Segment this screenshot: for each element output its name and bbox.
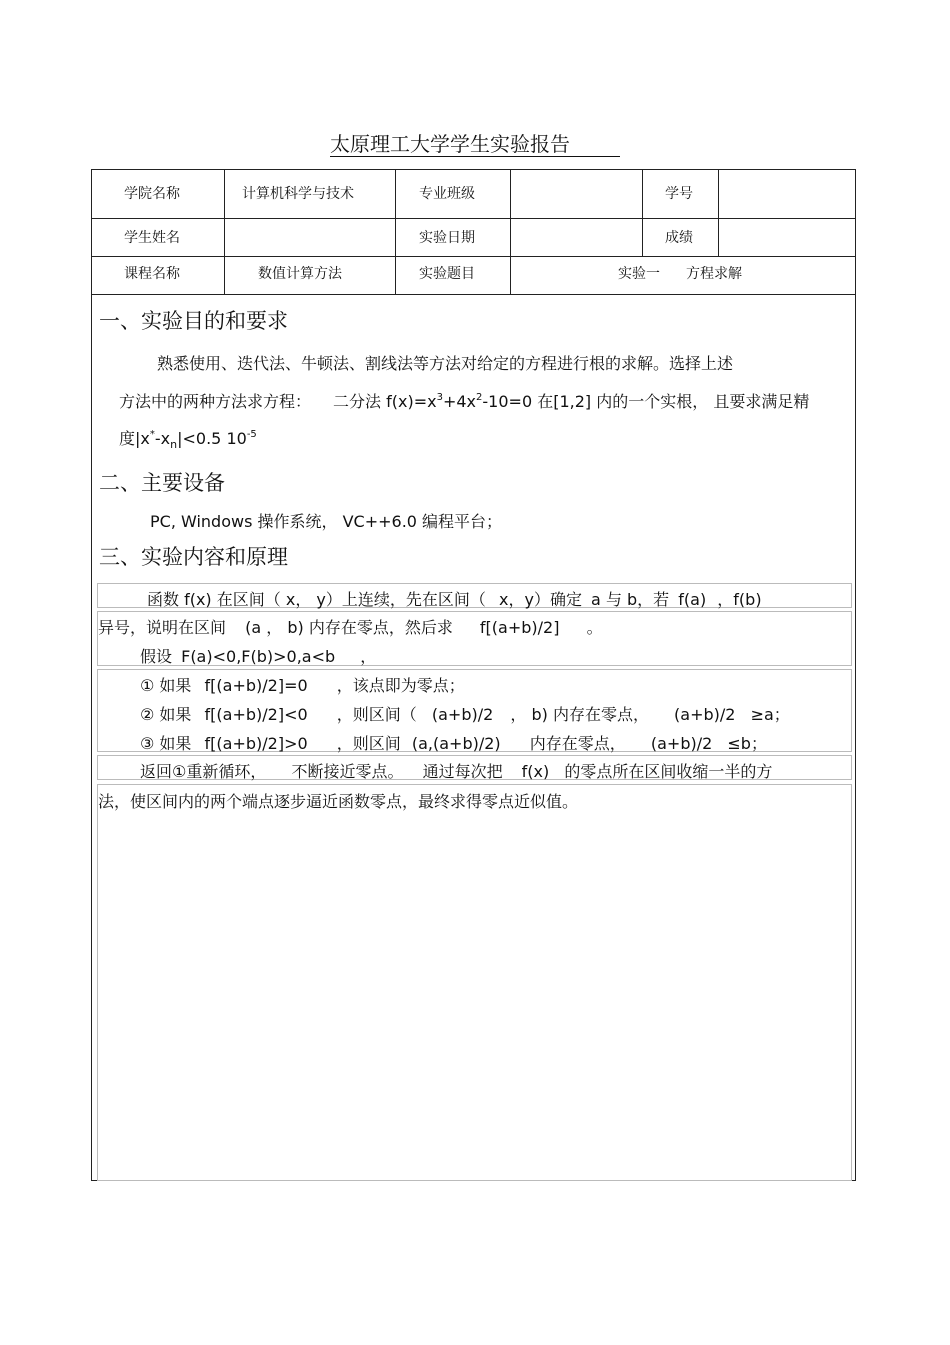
table-col-divider	[642, 170, 643, 256]
principle-text: F(a)<0,F(b)>0,a<b	[181, 647, 336, 666]
purpose-precision-text: 且要求满足精	[713, 392, 810, 411]
table-col-divider	[718, 170, 719, 256]
section-heading-purpose: 一、实验目的和要求	[99, 309, 288, 333]
equation-part: -10=0 在[1,2] 内的一个实根，	[482, 392, 709, 411]
precision-star: *	[149, 429, 155, 440]
date-label: 实验日期	[419, 230, 475, 246]
case-1	[140, 673, 465, 696]
case-text: ≥a；	[750, 705, 790, 724]
content-box	[97, 784, 852, 1181]
table-col-divider	[510, 170, 511, 294]
case-text: f[(a+b)/2]=0	[204, 676, 308, 695]
case-text: 内存在零点，	[529, 734, 626, 753]
case-text: ≤b；	[727, 734, 767, 753]
topic-label: 实验题目	[419, 266, 475, 282]
equation-part: +4x	[442, 392, 477, 411]
case-text: ③ 如果	[140, 734, 192, 753]
principle-row-1	[147, 587, 762, 610]
topic-value-number: 实验一	[618, 266, 660, 282]
id-label: 学号	[665, 186, 693, 202]
section-heading-equipment: 二、主要设备	[99, 471, 225, 495]
principle-text: a 与 b，若	[591, 590, 670, 609]
principle-text: 的零点所在区间收缩一半的方	[564, 762, 773, 781]
table-col-divider	[395, 170, 396, 294]
principle-text: ，f(b)	[717, 590, 762, 609]
principle-text: (a ， b) 内存在零点，然后求	[245, 618, 453, 637]
principle-row-4	[140, 759, 772, 782]
case-text: ， b) 内存在零点，	[510, 705, 649, 724]
principle-text: 在区间（ x， y）上连续，先在区间（	[216, 590, 486, 609]
precision-part: |<0.5	[177, 429, 222, 448]
principle-row-5: 法，使区间内的两个端点逐步逼近函数零点，最终求得零点近似值。	[98, 792, 579, 811]
course-value: 数值计算方法	[258, 266, 342, 282]
principle-text: 返回①重新循环，	[140, 762, 267, 781]
case-text: ，则区间	[336, 734, 401, 753]
purpose-line-2	[119, 389, 809, 412]
principle-text: f[(a+b)/2]	[479, 618, 560, 637]
principle-text: 异号，说明在区间	[98, 618, 227, 637]
case-3	[140, 731, 767, 754]
case-text: (a+b)/2	[431, 705, 494, 724]
precision-part: 10	[226, 429, 247, 448]
case-text: (a+b)/2	[650, 734, 713, 753]
case-text: ，则区间（	[336, 705, 417, 724]
table-row-divider	[92, 256, 855, 257]
case-text: ② 如果	[140, 705, 192, 724]
case-text: (a,(a+b)/2)	[411, 734, 501, 753]
principle-text: f(x)	[521, 762, 550, 781]
purpose-line-1: 熟悉使用、迭代法、牛顿法、割线法等方法对给定的方程进行根的求解。选择上述	[157, 354, 734, 373]
section-heading-principle: 三、实验内容和原理	[99, 545, 288, 569]
course-label: 课程名称	[124, 266, 180, 282]
topic-value-name: 方程求解	[686, 266, 742, 282]
principle-text: f(a)	[678, 590, 707, 609]
principle-row-2	[98, 615, 603, 638]
principle-text: 函数 f(x)	[147, 590, 212, 609]
table-row-divider	[92, 294, 855, 295]
principle-text: ，	[360, 647, 377, 666]
principle-text: 通过每次把	[422, 762, 503, 781]
equation-exponent: 2	[476, 392, 483, 403]
case-text: ① 如果	[140, 676, 192, 695]
case-text: ，该点即为零点；	[336, 676, 465, 695]
score-label: 成绩	[665, 230, 693, 246]
name-label: 学生姓名	[124, 230, 180, 246]
table-row-divider	[92, 218, 855, 219]
college-value: 计算机科学与技术	[242, 186, 354, 202]
page-title: 太原理工大学学生实验报告	[330, 128, 620, 157]
precision-part: 度|x	[119, 429, 150, 448]
principle-text: 假设	[140, 647, 173, 666]
case-text: f[(a+b)/2]>0	[204, 734, 308, 753]
case-2	[140, 702, 790, 725]
class-label: 专业班级	[419, 186, 475, 202]
purpose-bisection-text: 二分法	[333, 392, 382, 411]
table-col-divider	[224, 170, 225, 294]
equation-part: f(x)=x	[386, 392, 437, 411]
purpose-methods-text: 方法中的两种方法求方程：	[119, 392, 312, 411]
precision-exponent: -5	[246, 429, 257, 440]
equipment-line: PC, Windows 操作系统， VC++6.0 编程平台；	[150, 512, 503, 531]
principle-text: 不断接近零点。	[291, 762, 404, 781]
equation-exponent: 3	[436, 392, 443, 403]
purpose-line-3	[119, 426, 257, 451]
case-text: f[(a+b)/2]<0	[204, 705, 308, 724]
precision-part: -x	[154, 429, 171, 448]
principle-text: x，y）确定	[499, 590, 582, 609]
case-text: (a+b)/2	[674, 705, 736, 724]
principle-row-3	[140, 644, 376, 667]
precision-subscript: n	[170, 438, 178, 452]
principle-text: 。	[586, 618, 603, 637]
college-label: 学院名称	[124, 186, 180, 202]
